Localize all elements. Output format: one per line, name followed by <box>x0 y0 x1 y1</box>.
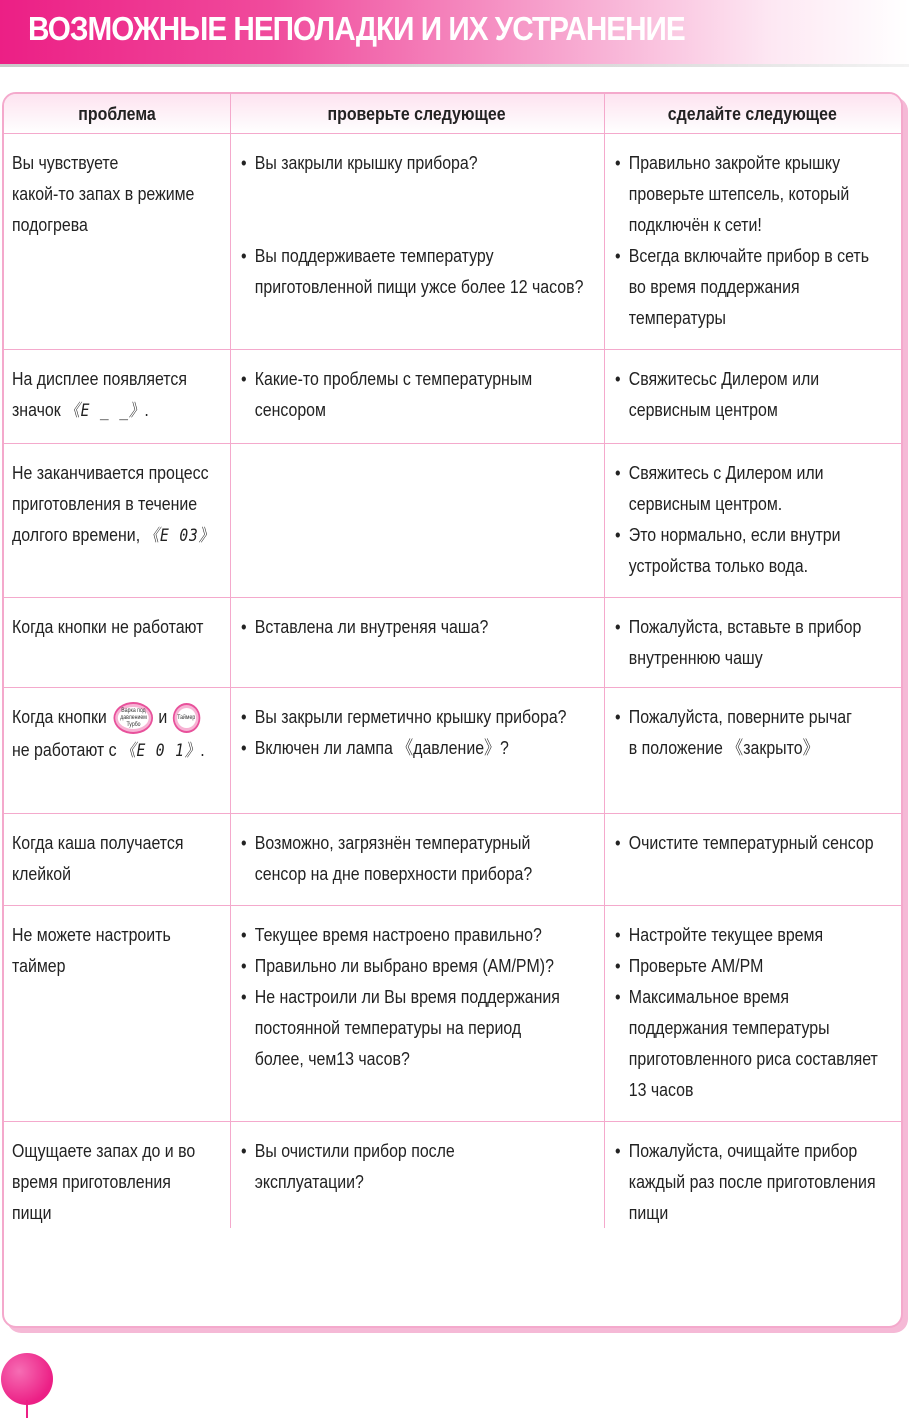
action-item: • Проверьте AM/PM <box>614 955 763 976</box>
check-cell <box>230 906 604 1122</box>
check-cell <box>230 350 604 444</box>
action-item: • Пожалуйста, поверните рычаг в положение 《закрыто》 <box>614 706 852 758</box>
check-cell <box>230 598 604 688</box>
action-item: • Настройте текущее время <box>614 924 823 945</box>
action-item: • Это нормально, если внутри устройства только вода. <box>614 524 841 576</box>
pressure-turbo-button-icon: Варка под давлением Турбо <box>114 702 154 734</box>
problem-cell: На дисплее появляется значок 《E _ _》. <box>4 350 230 444</box>
check-item: • Возможно, загрязнён температурный сенсор на дне поверхности прибора? <box>240 832 532 884</box>
action-item: • Пожалуйста, вставьте в прибор внутреннюю чашу <box>614 616 861 668</box>
column-header-check: проверьте следующее <box>230 94 604 134</box>
action-cell <box>604 350 901 444</box>
page-title: ВОЗМОЖНЫЕ НЕПОЛАДКИ И ИХ УСТРАНЕНИЕ <box>28 10 685 47</box>
table-header-row <box>4 94 901 134</box>
table-row <box>4 906 901 1122</box>
check-item: • Вставлена ли внутреняя чаша? <box>240 616 488 637</box>
problem-cell: Не можете настроить таймер <box>4 906 230 1122</box>
problem-cell: Вы чувствуете какой-то запах в режиме подогрева <box>4 134 230 350</box>
title-rule <box>0 64 909 67</box>
check-item: • Вы закрыли крышку прибора? <box>240 152 478 173</box>
problem-cell: Когда кнопки не работают <box>4 598 230 688</box>
error-code: 《E _ _》 <box>65 401 145 421</box>
table-row <box>4 134 901 350</box>
check-cell <box>230 134 604 350</box>
action-cell <box>604 814 901 906</box>
action-item: • Правильно закройте крышку проверьте штепсель, который подключён к сети! <box>614 152 849 235</box>
problem-cell: Ощущаете запах до и во время приготовления пищи <box>4 1122 230 1229</box>
check-cell <box>230 444 604 598</box>
check-item: • Текущее время настроено правильно? <box>240 924 542 945</box>
error-code: 《E 0 1》 <box>120 741 201 762</box>
action-item: • Всегда включайте прибор в сеть во время поддержания температуры <box>614 245 869 328</box>
check-item: • Не настроили ли Вы время поддержания постоянной температуры на период более, чем13 часов? <box>240 986 560 1069</box>
check-item: • Правильно ли выбрано время (AM/PM)? <box>240 955 554 976</box>
table-row <box>4 350 901 444</box>
column-header-action: сделайте следующее <box>604 94 901 134</box>
check-cell <box>230 814 604 906</box>
error-code: 《E 03》 <box>144 526 215 546</box>
problem-cell: Не заканчивается процесс приготовления в течение долгого времени, 《E 03》 <box>4 444 230 598</box>
check-item: • Какие-то проблемы с температурным сенсором <box>240 368 532 420</box>
column-header-problem: проблема <box>4 94 230 134</box>
table-row <box>4 814 901 906</box>
check-cell <box>230 1122 604 1229</box>
action-item: • Очистите температурный сенсор <box>614 832 874 853</box>
table-row <box>4 688 901 814</box>
troubleshooting-table-frame <box>2 92 903 1328</box>
title-bar <box>0 0 909 64</box>
check-item: • Включен ли лампа 《давление》? <box>240 737 509 758</box>
table-row <box>4 1122 901 1229</box>
action-item: • Свяжитесь с Дилером или сервисным центром. <box>614 462 824 514</box>
action-cell <box>604 1122 901 1229</box>
check-cell <box>230 688 604 814</box>
action-item: • Пожалуйста, очищайте прибор каждый раз после приготовления пищи <box>614 1140 876 1223</box>
check-item: • Вы поддерживаете температуру приготовленной пищи ужсе более 12 часов? <box>240 245 583 297</box>
action-cell <box>604 444 901 598</box>
table-row <box>4 444 901 598</box>
timer-button-icon: Таймер <box>172 703 200 733</box>
page-marker-dot <box>1 1353 53 1405</box>
troubleshooting-table <box>4 94 901 1228</box>
action-item: • Свяжитесьс Дилером или сервисным центром <box>614 368 819 420</box>
action-item: • Максимальное время поддержания температуры приготовленного риса составляет 13 часов <box>614 986 878 1100</box>
action-cell <box>604 688 901 814</box>
check-item: • Вы закрыли герметично крышку прибора? <box>240 706 567 727</box>
problem-cell: Когда каша получается клейкой <box>4 814 230 906</box>
action-cell <box>604 134 901 350</box>
problem-cell: Когда кнопки Варка под давлением Турбо и Таймер не работают с 《E 0 1》. <box>4 688 230 814</box>
action-cell <box>604 598 901 688</box>
action-cell <box>604 906 901 1122</box>
check-item: • Вы очистили прибор после эксплуатации? <box>240 1140 455 1192</box>
table-row <box>4 598 901 688</box>
page-marker-line <box>26 1400 28 1418</box>
